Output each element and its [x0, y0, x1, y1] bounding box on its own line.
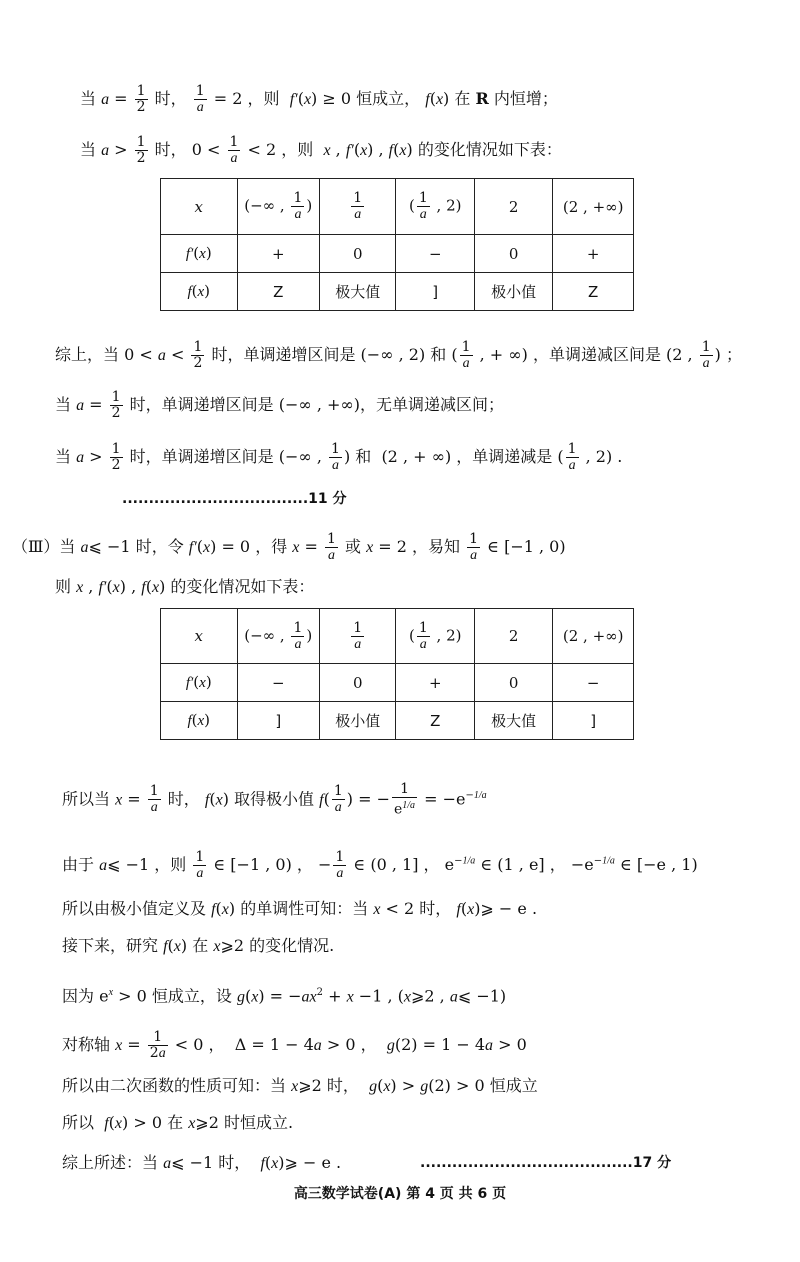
table1-cell: +	[553, 235, 634, 273]
score-11: ...................................11 分	[122, 491, 347, 507]
table2-header-point-1a: $\frac{1}{a}$	[320, 609, 396, 664]
table1-cell: 0	[474, 235, 552, 273]
table2-header-interval-2: ( $\frac{1}{a}$ , 2)	[396, 609, 474, 664]
text-line-2: 当 a > $\frac{1}{2}$ 时， 0 < $\frac{1}{a}$ < 2 ，则 x , f′(x) , f(x) 的变化情况如下表：	[80, 134, 562, 166]
table2-cell: −	[237, 664, 320, 702]
text-line-12: 接下来，研究 f(x) 在 x⩾2 的变化情况.	[62, 936, 335, 955]
text-line-8: 则 x , f′(x) , f(x) 的变化情况如下表：	[55, 577, 315, 596]
table2-cell: −	[553, 664, 634, 702]
text-line-17: 综上所述：当 a⩽ −1 时， f(x)⩾ − e .	[62, 1153, 342, 1172]
text-line-11: 所以由极小值定义及 f(x) 的单调性可知：当 x < 2 时， f(x)⩾ − e .	[62, 899, 538, 918]
table1-cell: Z	[553, 273, 634, 311]
table2-header-interval-3: (2 , +∞)	[553, 609, 634, 664]
text-line-7: （Ⅲ）当 a⩽ −1 时，令 f′(x) = 0 ，得 x = $\frac{1}{a}$ 或 x = 2 ，易知 $\frac{1}{a}$ ∈ [−1 , 0)	[12, 531, 566, 563]
table2-cell: +	[396, 664, 474, 702]
text-line-14: 对称轴 x = $\frac{1}{2a}$ < 0 ， Δ = 1 − 4a > 0 ， g(2) = 1 − 4a > 0	[62, 1029, 527, 1061]
table1-header-interval-2: ( $\frac{1}{a}$ , 2)	[396, 179, 474, 235]
table1-cell: −	[396, 235, 474, 273]
table2-cell: ]	[553, 702, 634, 740]
score-17: ........................................17 分	[420, 1155, 672, 1171]
page-footer: 高三数学试卷(A) 第 4 页 共 6 页	[293, 1186, 507, 1202]
table2-cell: 0	[474, 664, 552, 702]
table2-cell: 极小值	[320, 702, 396, 740]
table1-row-label-fprime: f′(x)	[161, 235, 238, 273]
text-line-13: 因为 $e^x > 0$ 恒成立，设 $g(x) = -ax^2 + x -1$ , (x⩾2 , a⩽ −1)	[62, 986, 507, 1006]
text-line-3: 综上，当 0 < a < $\frac{1}{2}$ 时，单调递增区间是 (−∞ , 2) 和 ( $\frac{1}{a}$ , + ∞) ，单调递减区间是 (2 , $\frac{1}{a}$ ) ；	[55, 339, 742, 371]
table1-row-label-f: f(x)	[161, 273, 238, 311]
table2-cell: 0	[320, 664, 396, 702]
table2-header-x: x	[161, 609, 238, 664]
table1-cell: Z	[237, 273, 320, 311]
text-line-16: 所以 f(x) > 0 在 x⩾2 时恒成立.	[62, 1113, 294, 1132]
table1-cell: ]	[396, 273, 474, 311]
table2-header-interval-1: (−∞ , $\frac{1}{a}$ )	[237, 609, 320, 664]
variation-table-2	[160, 608, 634, 740]
table1-cell: 极小值	[474, 273, 552, 311]
table2-header-point-2: 2	[474, 609, 552, 664]
variation-table-1	[160, 178, 634, 311]
text-line-1: 当 a = $\frac{1}{2}$ 时， $\frac{1}{a}$ = 2 ，则 f′(x) ≥ 0 恒成立， f(x) 在 R 内恒增；	[80, 83, 558, 115]
table1-header-point-1a: $\frac{1}{a}$	[320, 179, 396, 235]
table1-cell: 0	[320, 235, 396, 273]
text-line-10: 由于 a⩽ −1 ，则 $\frac{1}{a}$ ∈ [−1 , 0) ， − $\frac{1}{a}$ ∈ (0 , 1] ， $e^{-1/a}$ ∈ (1 , e] ， $-e^{-1/a}$ ∈ [−e , 1)	[62, 849, 698, 881]
table1-header-point-2: 2	[474, 179, 552, 235]
table2-cell: 极大值	[474, 702, 552, 740]
table1-cell: +	[237, 235, 320, 273]
table1-header-interval-1: (−∞ , $\frac{1}{a}$ )	[237, 179, 320, 235]
table1-header-interval-3: (2 , +∞)	[553, 179, 634, 235]
text-line-4: 当 a = $\frac{1}{2}$ 时，单调递增区间是 (−∞ , +∞)，无单调递减区间；	[55, 389, 504, 421]
table2-row-label-fprime: f′(x)	[161, 664, 238, 702]
table2-cell: Z	[396, 702, 474, 740]
text-line-5: 当 a > $\frac{1}{2}$ 时，单调递增区间是 (−∞ , $\frac{1}{a}$ ) 和 (2 , + ∞) ，单调递减是 ( $\frac{1}{a}$ , 2) .	[55, 441, 623, 473]
table2-row-label-f: f(x)	[161, 702, 238, 740]
text-line-15: 所以由二次函数的性质可知：当 x⩾2 时， g(x) > g(2) > 0 恒成立	[62, 1076, 538, 1095]
table1-cell: 极大值	[320, 273, 396, 311]
table1-header-x: x	[161, 179, 238, 235]
text-line-9: 所以当 x = $\frac{1}{a}$ 时， f(x) 取得极小值 f( $\frac{1}{a}$ ) = − $\frac{1}{e^{1/a}}$ = $-e^{-1/a}$	[62, 781, 487, 818]
table2-cell: ]	[237, 702, 320, 740]
